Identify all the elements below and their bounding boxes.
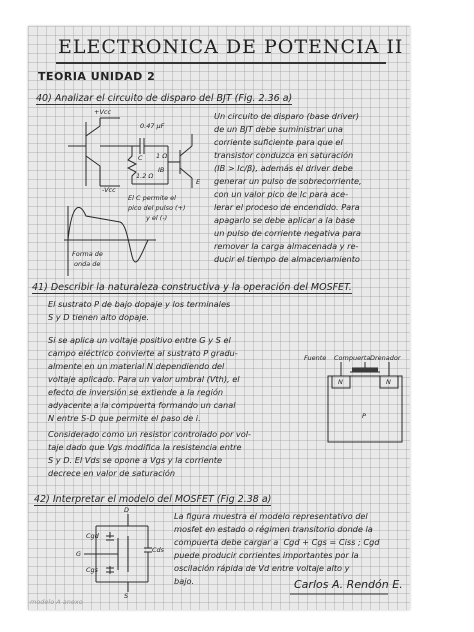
note-capacitor-line-3: y el (-) bbox=[146, 214, 168, 222]
question-41-paragraph-3: Considerado como un resistor controlado por vol- taje dado que Vgs modifica la resistencia entre S y D. El Vds se opone a Vgs y la corriente decrece en valor de saturación bbox=[48, 429, 252, 478]
waveform-note-line-1: Forma de bbox=[72, 250, 103, 258]
footer-mark: modelo A anexo bbox=[30, 598, 83, 606]
label-base-current: IB bbox=[158, 166, 165, 174]
mosfet-label-drain: Drenador bbox=[370, 354, 401, 362]
model-label-drain: D bbox=[124, 506, 130, 514]
question-41-paragraph-2: Si se aplica un voltaje positivo entre G y S el campo eléctrico convierte al sustrato P gradu- almente en un material N dependiendo del voltaje aplicado. Para un valor umbral (Vth), el efecto de inversión se extiende a la región adyacente a la compuerta formando un canal N entre S-D que permite el paso de i. bbox=[48, 335, 240, 423]
label-capacitor: C bbox=[138, 154, 143, 162]
question-41-heading: 41) Describir la naturaleza constructiva y la operación del MOSFET. bbox=[32, 282, 352, 293]
mosfet-label-source: Fuente bbox=[304, 354, 327, 362]
page-title: ELECTRONICA DE POTENCIA II bbox=[58, 36, 404, 58]
notebook-page bbox=[28, 26, 410, 610]
label-vcc-positive: +Vcc bbox=[94, 108, 112, 116]
mosfet-label-n-drain: N bbox=[386, 378, 391, 386]
question-41-paragraph-1: El sustrato P de bajo dopaje y los terminales S y D tienen alto dopaje. bbox=[48, 299, 231, 322]
question-40-answer: Un circuito de disparo (base driver) de un BJT debe suministrar una corriente suficiente para que el transistor conduzca en saturación (IB > Ic/β), además el driver debe generar un pulso de sobrecorriente, con un valor pico de Ic para ace- lerar el proceso de encendido. Para apagarlo se debe aplicar a la base un pulso de corriente negativa para remover la carga almacenada y re- ducir el tiempo de almacenamiento bbox=[214, 111, 362, 264]
model-label-cds: Cds bbox=[152, 546, 165, 554]
mosfet-label-gate: Compuerta bbox=[334, 354, 371, 362]
mosfet-label-n-source: N bbox=[338, 378, 343, 386]
question-42-heading: 42) Interpretar el modelo del MOSFET (Fig 2.38 a) bbox=[34, 494, 272, 505]
mosfet-label-substrate: P bbox=[362, 412, 366, 420]
question-40-heading: 40) Analizar el circuito de disparo del BJT (Fig. 2.36 a) bbox=[36, 93, 293, 104]
model-label-gate: G bbox=[76, 550, 82, 558]
label-capacitance: 0.47 µF bbox=[140, 122, 165, 130]
label-resistor-2: 1 Ω bbox=[156, 152, 168, 160]
note-capacitor-line-1: El C permite el bbox=[128, 194, 176, 202]
label-vcc-negative: -Vcc bbox=[102, 186, 116, 194]
unit-subtitle: TEORIA UNIDAD 2 bbox=[38, 70, 156, 83]
author-signature: Carlos A. Rendón E. bbox=[294, 578, 403, 591]
model-label-cgd: Cgd bbox=[86, 532, 99, 540]
model-label-cgs: Cgs bbox=[86, 566, 99, 574]
label-emitter: E bbox=[196, 178, 201, 186]
question-42-answer: La figura muestra el modelo representativo del mosfet en estado o régimen transitorio donde la compuerta debe cargar a Cgd + Cgs = Ciss ; Cgd puede producir corrientes importantes por la oscilación rápida de Vd entre voltaje alto y bajo. bbox=[174, 511, 380, 586]
waveform-note-line-2: onda de bbox=[74, 260, 101, 268]
model-label-source: S bbox=[124, 592, 129, 600]
label-resistor-1: 1.2 Ω bbox=[136, 172, 154, 180]
note-capacitor-line-2: pico del pulso (+) bbox=[128, 204, 186, 212]
